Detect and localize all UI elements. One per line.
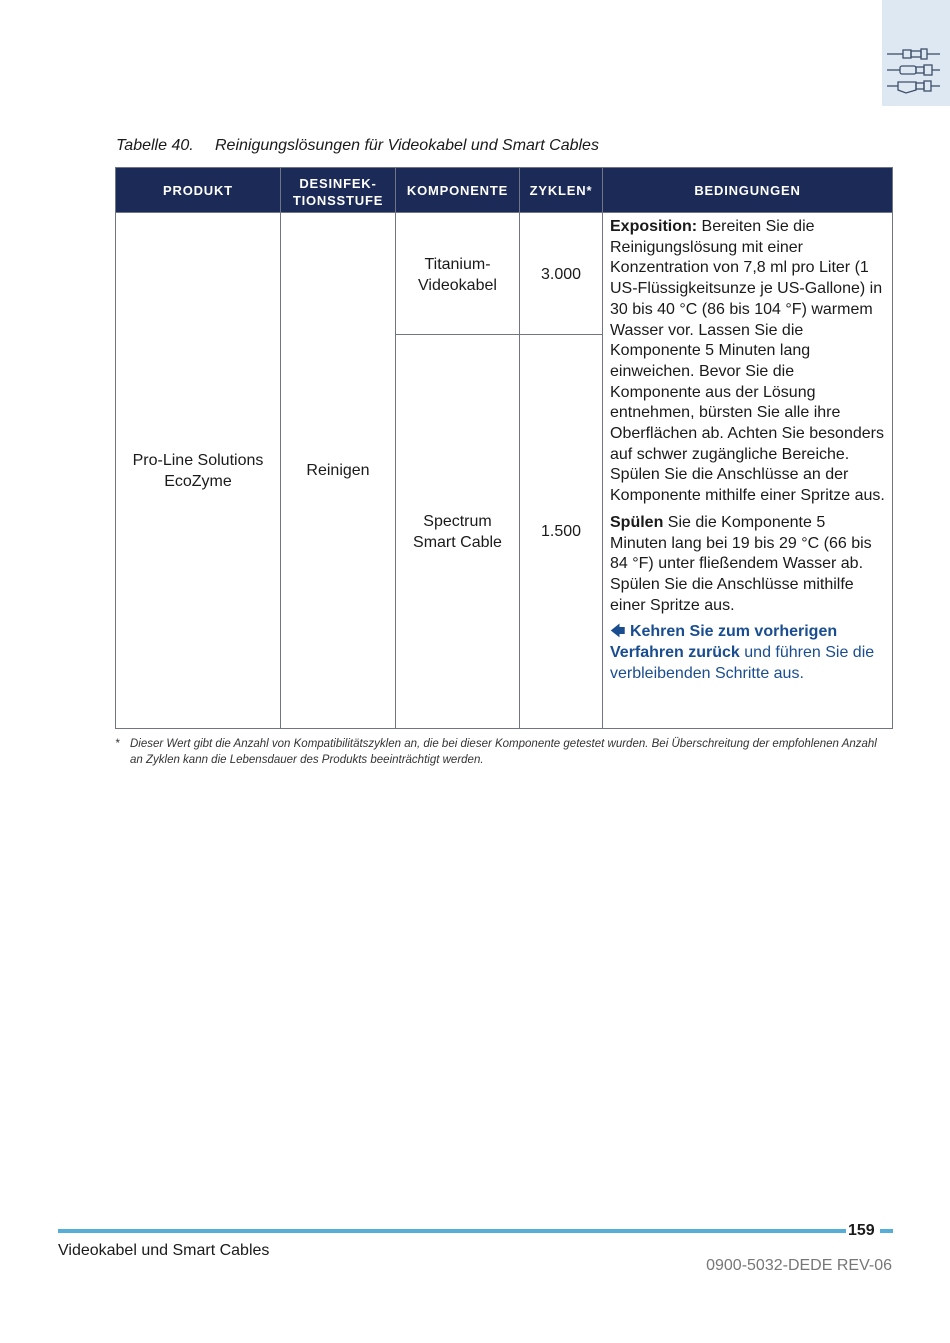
arrow-left-icon: 🡄 — [610, 623, 626, 641]
exposure-text: Bereiten Sie die Reinigungslösung mit einer Konzentration von 7,8 ml pro Liter (1 US-Flüssigkeitsunze je US-Gallone) in 30 bis 40 °C (86 bis 104 °F) warmem Wasser vor. Lassen Sie die Komponente 5 Minuten lang einweichen. Bevor Sie die Komponente aus der Lösung entnehmen, bürsten Sie alle ihre Oberflächen ab. Achten Sie besonders auf schwer zugängliche Bereiche. Spülen Sie die Anschlüsse an der Komponente mithilfe einer Spritze aus. — [610, 218, 885, 505]
table-footnote — [115, 737, 885, 768]
table-caption — [116, 137, 599, 155]
footer-rule-end — [880, 1229, 893, 1233]
cleaning-solutions-table — [115, 167, 893, 729]
return-link-bold: Kehren Sie zum vorherigen Verfahren zurück — [610, 623, 838, 662]
rinse-paragraph — [610, 513, 886, 617]
return-link-text: und führen Sie die verbleibenden Schritte aus. — [610, 644, 875, 682]
header-component: KOMPONENTE — [396, 168, 520, 213]
cycles-cell: 3.000 — [520, 213, 603, 335]
exposure-label: Exposition: — [610, 218, 698, 235]
page-number: 159 — [848, 1222, 875, 1239]
component-cell: Spectrum Smart Cable — [396, 335, 520, 729]
header-product: PRODUKT — [116, 168, 281, 213]
header-cycles: ZYKLEN* — [520, 168, 603, 213]
table-row — [116, 213, 893, 335]
cable-connectors-icon — [886, 44, 944, 100]
conditions-cell — [603, 213, 893, 729]
disinfection-level-cell: Reinigen — [281, 213, 396, 729]
return-link[interactable] — [610, 622, 886, 684]
cycles-cell: 1.500 — [520, 335, 603, 729]
footer-section-title: Videokabel und Smart Cables — [58, 1242, 270, 1259]
rinse-text: Sie die Komponente 5 Minuten lang bei 19 bis 29 °C (66 bis 84 °F) unter fließendem Wasser ab. Spülen Sie die Anschlüsse mithilfe einer Spritze aus. — [610, 513, 872, 614]
product-cell: Pro-Line Solutions EcoZyme — [116, 213, 281, 729]
document-id: 0900-5032-DEDE REV-06 — [706, 1257, 892, 1274]
footnote-marker: * — [115, 738, 120, 750]
rinse-label: Spülen — [610, 513, 664, 531]
table-number: Tabelle 40. — [116, 137, 194, 154]
exposure-paragraph — [610, 217, 886, 507]
footnote-text: Dieser Wert gibt die Anzahl von Kompatibilitätszyklen an, die bei dieser Komponente getestet wurden. Bei Überschreitung der empfohlenen Anzahl an Zyklen kann die Lebensdauer des Produkts beeinträchtigt werden. — [130, 738, 877, 766]
footer-rule — [58, 1229, 846, 1233]
header-disinfection-level: DESINFEK- TIONSSTUFE — [281, 168, 396, 213]
header-conditions: BEDINGUNGEN — [603, 168, 893, 213]
section-corner-tab — [882, 0, 950, 106]
table-header-row — [116, 168, 893, 213]
component-cell: Titanium- Videokabel — [396, 213, 520, 335]
table-title: Reinigungslösungen für Videokabel und Smart Cables — [215, 137, 599, 154]
